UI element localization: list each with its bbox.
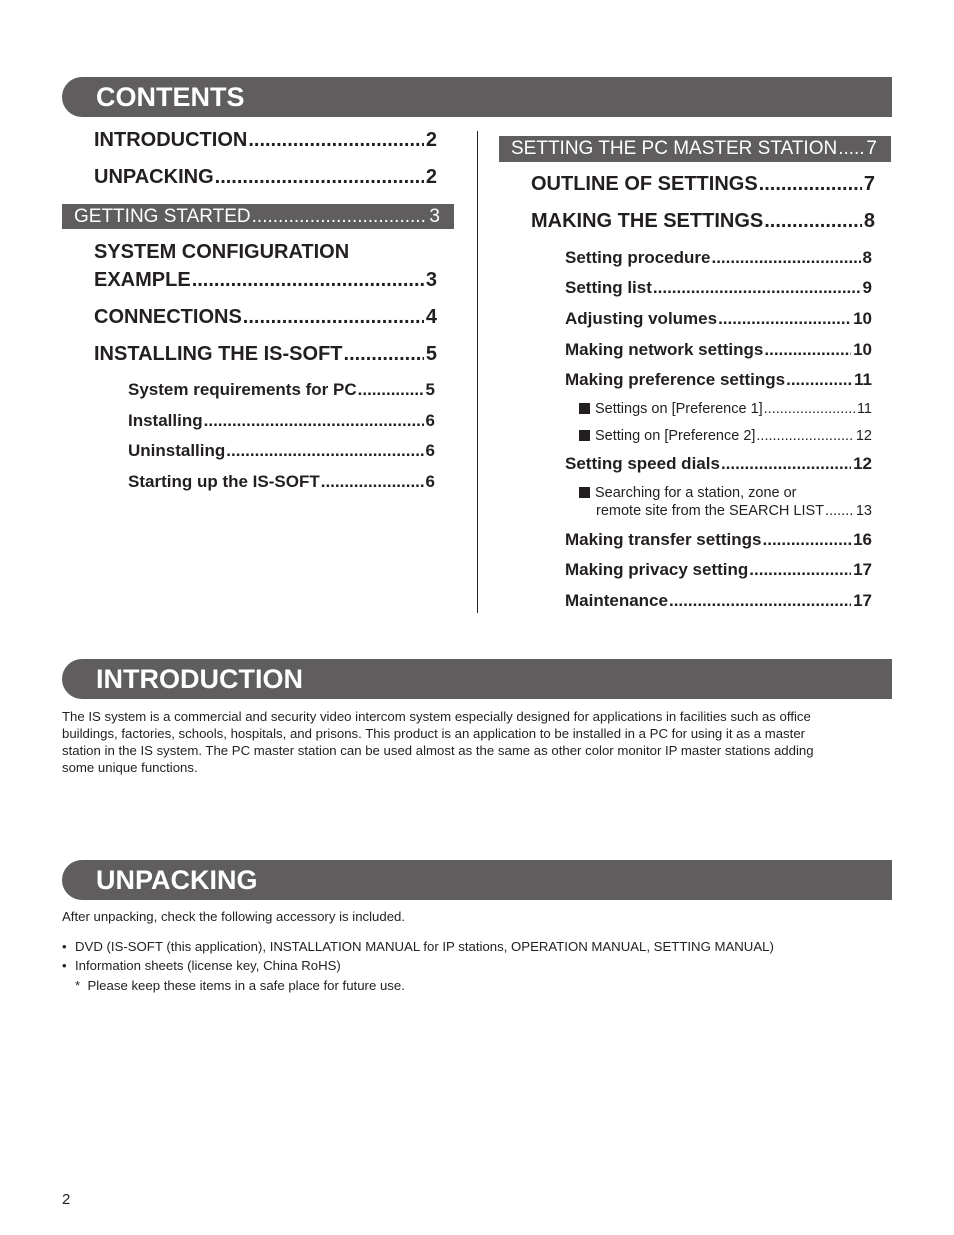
unpacking-item: • DVD (IS-SOFT (this application), INSTALLATION MANUAL for IP stations, OPERATION MANUAL, SETTING MANUAL)	[62, 939, 774, 954]
introduction-text: The IS system is a commercial and security video intercom system especially designed for applications in facilities such as office buildings, factories, schools, hospitals, and prisons. This product is an application to be installed in a PC for using it as a master station in the IS system. The PC master station can be used almost as the same as other color monitor IP master stations adding some unique functions.	[62, 709, 814, 775]
square-bullet-icon	[579, 430, 590, 441]
toc-entry-preference-1[interactable]: Settings on [Preference 1] ..... 11	[579, 401, 872, 417]
page-number: 2	[62, 1191, 71, 1208]
toc-entry-preference-2[interactable]: Setting on [Preference 2] ..... 12	[579, 428, 872, 444]
bullet-dot-icon: •	[62, 958, 67, 973]
unpacking-title: UNPACKING	[96, 865, 258, 895]
toc-entry-setting-list[interactable]: Setting list ..... 9	[565, 278, 872, 298]
toc-entry-uninstalling[interactable]: Uninstalling ..... 6	[128, 441, 435, 461]
toc-entry-privacy-setting[interactable]: Making privacy setting ..... 17	[565, 560, 872, 580]
toc-entry-installing-is-soft[interactable]: INSTALLING THE IS-SOFT ..... 5	[94, 343, 437, 366]
introduction-title: INTRODUCTION	[96, 664, 303, 694]
toc-entry-search-list[interactable]: remote site from the SEARCH LIST ..... 13	[596, 503, 872, 519]
toc-entry-adjusting-volumes[interactable]: Adjusting volumes ..... 10	[565, 309, 872, 329]
toc-entry-unpacking[interactable]: UNPACKING ..... 2	[94, 166, 437, 189]
toc-entry-transfer-settings[interactable]: Making transfer settings ..... 16	[565, 530, 872, 550]
toc-entry-starting-up[interactable]: Starting up the IS-SOFT ..... 6	[128, 472, 435, 492]
contents-header	[62, 77, 892, 117]
toc-entry-system-configuration[interactable]: EXAMPLE ..... 3	[94, 269, 437, 292]
toc-entry-getting-started[interactable]: GETTING STARTED ..... 3	[62, 204, 454, 229]
toc-entry-system-config-line1[interactable]: SYSTEM CONFIGURATION	[94, 241, 350, 263]
introduction-header	[62, 659, 892, 699]
toc-entry-setting-pc-master[interactable]: SETTING THE PC MASTER STATION ..... 7	[499, 136, 891, 162]
toc-entry-connections[interactable]: CONNECTIONS ..... 4	[94, 306, 437, 329]
toc-entry-installing[interactable]: Installing ..... 6	[128, 411, 435, 431]
toc-entry-introduction[interactable]: INTRODUCTION ..... 2	[94, 129, 437, 152]
unpacking-item: • Information sheets (license key, China RoHS)	[62, 958, 341, 973]
toc-entry-setting-procedure[interactable]: Setting procedure ..... 8	[565, 248, 872, 268]
toc-entry-maintenance[interactable]: Maintenance ..... 17	[565, 591, 872, 611]
unpacking-intro: After unpacking, check the following accessory is included.	[62, 909, 406, 924]
unpacking-note: * Please keep these items in a safe place for future use.	[75, 978, 405, 993]
toc-entry-search-line1[interactable]: Searching for a station, zone or	[579, 485, 797, 501]
unpacking-header	[62, 860, 892, 900]
toc-entry-making-the-settings[interactable]: MAKING THE SETTINGS ..... 8	[531, 210, 875, 233]
square-bullet-icon	[579, 403, 590, 414]
toc-entry-system-requirements[interactable]: System requirements for PC ..... 5	[128, 380, 435, 400]
square-bullet-icon	[579, 487, 590, 498]
contents-title: CONTENTS	[96, 82, 245, 112]
toc-entry-speed-dials[interactable]: Setting speed dials ..... 12	[565, 454, 872, 474]
bullet-dot-icon: •	[62, 939, 67, 954]
toc-entry-outline-of-settings[interactable]: OUTLINE OF SETTINGS ..... 7	[531, 173, 875, 196]
column-divider	[477, 131, 478, 613]
toc-entry-preference-settings[interactable]: Making preference settings ..... 11	[565, 370, 872, 390]
toc-entry-network-settings[interactable]: Making network settings ..... 10	[565, 340, 872, 360]
